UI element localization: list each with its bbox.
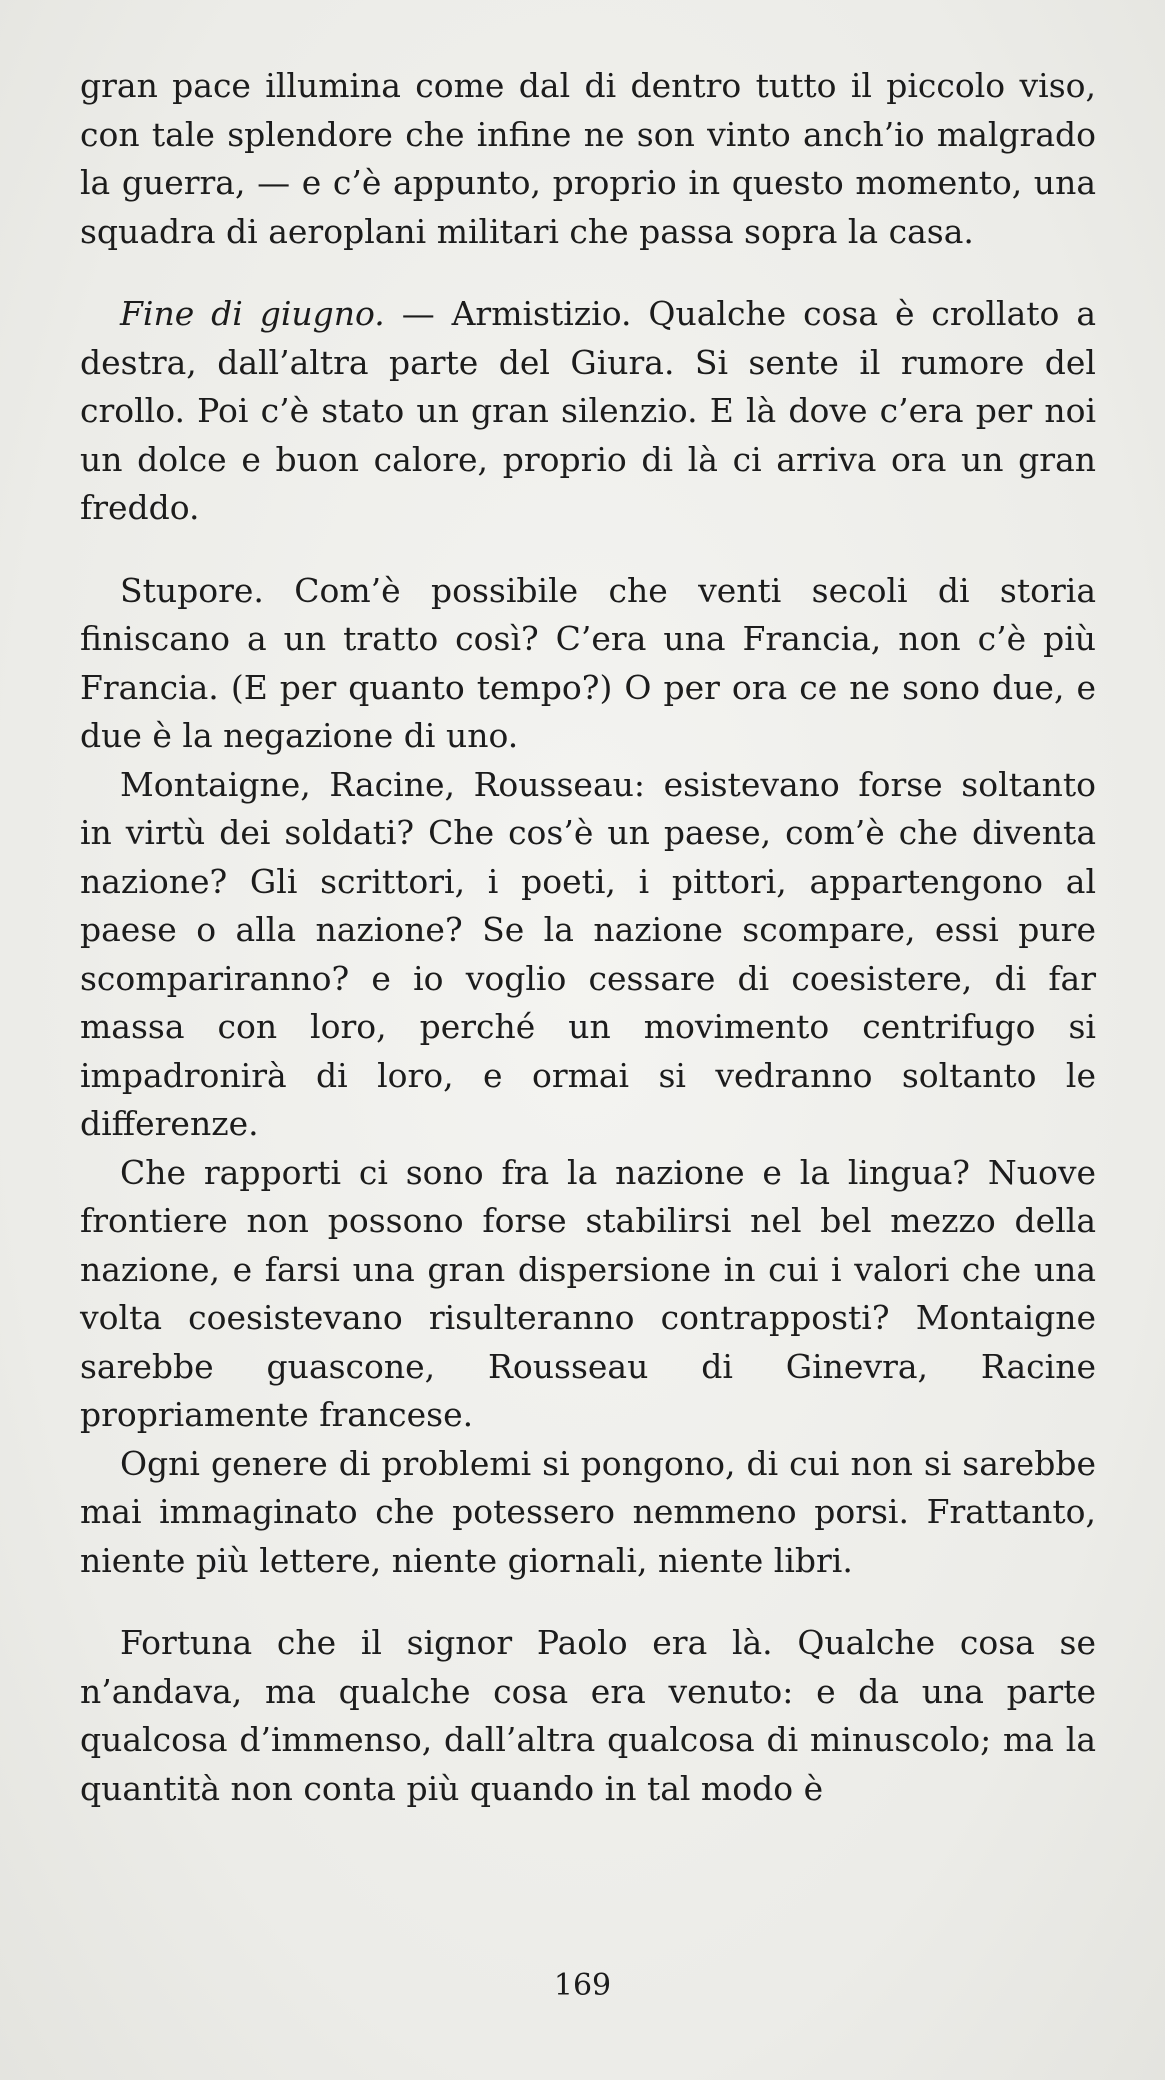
paragraph-1-text: gran pace illumina come dal di dentro tutto il piccolo viso, con tale splendore che infine ne son vinto anch’io malgrado la guerra, — e c’è appunto, proprio in questo momento, una squadra di aeroplani militari che passa sopra la casa.: [80, 66, 1096, 251]
body-text: [80, 62, 1096, 1813]
paragraph-2-text: — Armistizio. Qualche cosa è crollato a destra, dall’altra parte del Giura. Si sente il rumore del crollo. Poi c’è stato un gran silenzio. E là dove c’era per noi un dolce e buon calore, proprio di là ci arriva ora un gran freddo.: [80, 294, 1096, 527]
paragraph-3-text: Stupore. Com’è possibile che venti secoli di storia finiscano a un tratto così? C’era una Francia, non c’è più Francia. (E per quanto tempo?) O per ora ce ne sono due, e due è la negazione di uno.: [80, 570, 1096, 755]
paragraph-6-text: Ogni genere di problemi si pongono, di cui non si sarebbe mai immaginato che potessero nemmeno porsi. Frattanto, niente più lettere, niente giornali, niente libri.: [80, 1443, 1096, 1580]
paragraph-7: [80, 1619, 1096, 1813]
paragraph-2: [80, 290, 1096, 533]
paragraph-1: [80, 62, 1096, 256]
paragraph-4-text: Montaigne, Racine, Rousseau: esistevano forse soltanto in virtù dei soldati? Che cos’è un paese, com’è che diventa nazione? Gli scrittori, i poeti, i pittori, appartengono al paese o alla nazione? Se la nazione scompare, essi pure scompariranno? e io voglio cessare di coesistere, di far massa con loro, perché un movimento centrifugo si impadronirà di loro, e ormai si vedranno soltanto le differenze.: [80, 764, 1096, 1143]
paragraph-5-text: Che rapporti ci sono fra la nazione e la lingua? Nuove frontiere non possono forse stabilirsi nel bel mezzo della nazione, e farsi una gran dispersione in cui i valori che una volta coesistevano risulteranno contrapposti? Montaigne sarebbe guascone, Rousseau di Ginevra, Racine propriamente francese.: [80, 1152, 1096, 1434]
paragraph-4: [80, 761, 1096, 1149]
paragraph-7-text: Fortuna che il signor Paolo era là. Qualche cosa se n’andava, ma qualche cosa era venuto: e da una parte qualcosa d’immenso, dall’altra qualcosa di minuscolo; ma la quantità non conta più quando in tal modo è: [80, 1623, 1096, 1808]
paragraph-5: [80, 1149, 1096, 1440]
paragraph-3: [80, 567, 1096, 761]
page-number: 169: [553, 1968, 612, 2003]
paragraph-6: [80, 1440, 1096, 1586]
paragraph-2-italic-heading: Fine di giugno.: [120, 294, 385, 333]
